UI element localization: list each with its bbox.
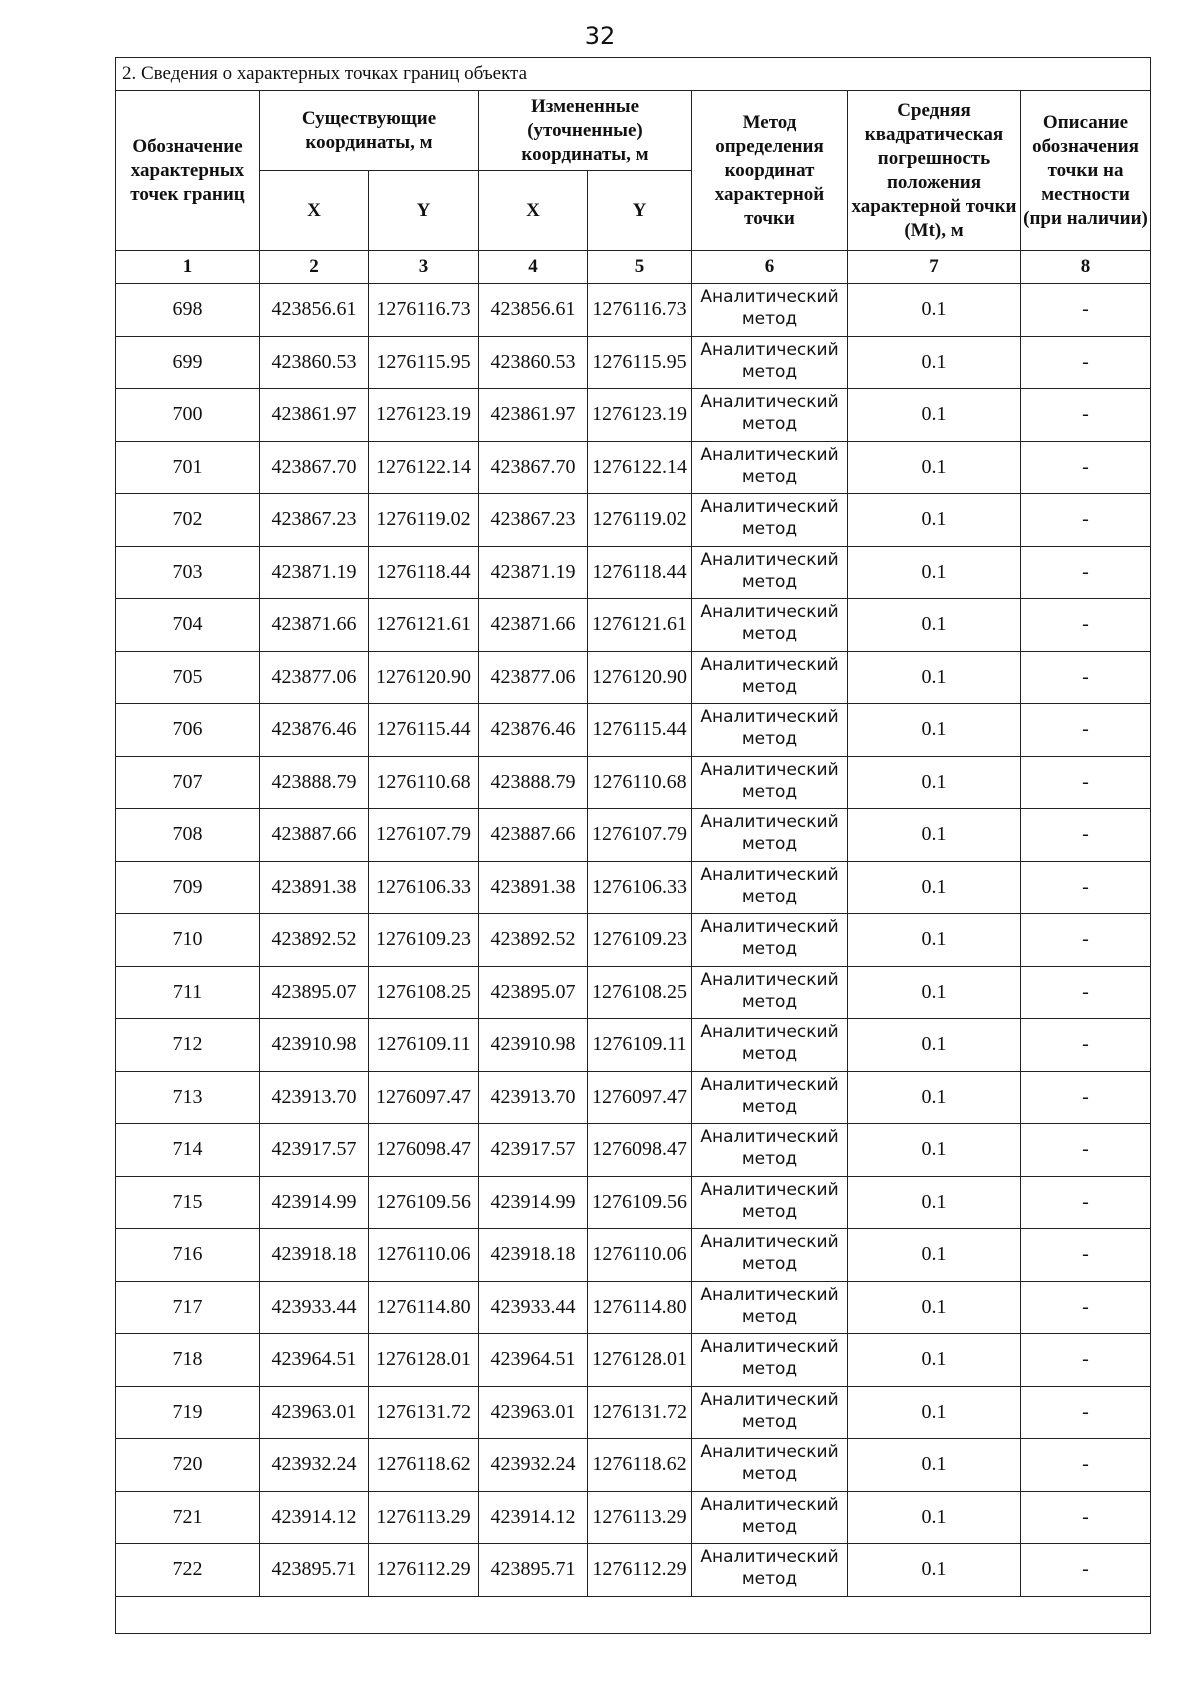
point-id-cell: 707	[116, 756, 260, 809]
description-cell: -	[1021, 1124, 1151, 1177]
method-cell: Аналитический метод	[692, 1439, 848, 1492]
boundary-points-table	[115, 57, 1151, 1634]
header-changed-coordinates: Измененные (уточненные) координаты, м	[479, 91, 692, 171]
existing-x-cell: 423867.23	[260, 494, 369, 547]
description-cell: -	[1021, 1176, 1151, 1229]
changed-y-cell: 1276131.72	[588, 1386, 692, 1439]
existing-x-cell: 423861.97	[260, 389, 369, 442]
table-row	[116, 1491, 1151, 1544]
table-row	[116, 1071, 1151, 1124]
point-id-cell: 714	[116, 1124, 260, 1177]
table-row	[116, 1124, 1151, 1177]
error-cell: 0.1	[848, 494, 1021, 547]
error-cell: 0.1	[848, 1386, 1021, 1439]
header-error: Средняя квадратическая погрешность положения характерной точки (Mt), м	[848, 91, 1021, 251]
existing-x-cell: 423910.98	[260, 1019, 369, 1072]
table-row	[116, 494, 1151, 547]
existing-y-cell: 1276110.68	[369, 756, 479, 809]
table-row	[116, 756, 1151, 809]
error-cell: 0.1	[848, 599, 1021, 652]
existing-y-cell: 1276122.14	[369, 441, 479, 494]
point-id-cell: 709	[116, 861, 260, 914]
table-row	[116, 861, 1151, 914]
table-row	[116, 284, 1151, 337]
existing-x-cell: 423891.38	[260, 861, 369, 914]
existing-y-cell: 1276123.19	[369, 389, 479, 442]
method-cell: Аналитический метод	[692, 1281, 848, 1334]
table-row	[116, 1281, 1151, 1334]
method-cell: Аналитический метод	[692, 1491, 848, 1544]
existing-y-cell: 1276120.90	[369, 651, 479, 704]
changed-x-cell: 423871.66	[479, 599, 588, 652]
description-cell: -	[1021, 1019, 1151, 1072]
existing-x-cell: 423917.57	[260, 1124, 369, 1177]
changed-y-cell: 1276109.23	[588, 914, 692, 967]
method-cell: Аналитический метод	[692, 1386, 848, 1439]
changed-y-cell: 1276108.25	[588, 966, 692, 1019]
description-cell: -	[1021, 1544, 1151, 1597]
description-cell: -	[1021, 441, 1151, 494]
method-cell: Аналитический метод	[692, 1019, 848, 1072]
existing-y-cell: 1276097.47	[369, 1071, 479, 1124]
point-id-cell: 712	[116, 1019, 260, 1072]
existing-y-cell: 1276114.80	[369, 1281, 479, 1334]
error-cell: 0.1	[848, 966, 1021, 1019]
changed-x-cell: 423895.71	[479, 1544, 588, 1597]
error-cell: 0.1	[848, 914, 1021, 967]
existing-x-cell: 423867.70	[260, 441, 369, 494]
description-cell: -	[1021, 809, 1151, 862]
description-cell: -	[1021, 756, 1151, 809]
description-cell: -	[1021, 1071, 1151, 1124]
description-cell: -	[1021, 1439, 1151, 1492]
method-cell: Аналитический метод	[692, 284, 848, 337]
point-id-cell: 720	[116, 1439, 260, 1492]
changed-x-cell: 423876.46	[479, 704, 588, 757]
method-cell: Аналитический метод	[692, 1124, 848, 1177]
changed-x-cell: 423871.19	[479, 546, 588, 599]
existing-x-cell: 423892.52	[260, 914, 369, 967]
changed-x-cell: 423964.51	[479, 1334, 588, 1387]
method-cell: Аналитический метод	[692, 966, 848, 1019]
point-id-cell: 713	[116, 1071, 260, 1124]
changed-y-cell: 1276118.44	[588, 546, 692, 599]
error-cell: 0.1	[848, 1071, 1021, 1124]
table-row	[116, 599, 1151, 652]
existing-x-cell: 423877.06	[260, 651, 369, 704]
changed-x-cell: 423914.99	[479, 1176, 588, 1229]
changed-y-cell: 1276110.68	[588, 756, 692, 809]
table-row	[116, 651, 1151, 704]
description-cell: -	[1021, 389, 1151, 442]
existing-y-cell: 1276128.01	[369, 1334, 479, 1387]
method-cell: Аналитический метод	[692, 756, 848, 809]
error-cell: 0.1	[848, 1334, 1021, 1387]
header-existing-coordinates: Существующие координаты, м	[260, 91, 479, 171]
point-id-cell: 700	[116, 389, 260, 442]
changed-y-cell: 1276128.01	[588, 1334, 692, 1387]
table-row	[116, 546, 1151, 599]
existing-x-cell: 423871.66	[260, 599, 369, 652]
existing-y-cell: 1276118.44	[369, 546, 479, 599]
header-existing-x: X	[260, 171, 369, 251]
description-cell: -	[1021, 336, 1151, 389]
changed-y-cell: 1276121.61	[588, 599, 692, 652]
method-cell: Аналитический метод	[692, 809, 848, 862]
existing-x-cell: 423871.19	[260, 546, 369, 599]
existing-y-cell: 1276109.23	[369, 914, 479, 967]
table-body	[116, 284, 1151, 1597]
table-row	[116, 1019, 1151, 1072]
error-cell: 0.1	[848, 336, 1021, 389]
changed-x-cell: 423932.24	[479, 1439, 588, 1492]
existing-x-cell: 423856.61	[260, 284, 369, 337]
existing-y-cell: 1276110.06	[369, 1229, 479, 1282]
error-cell: 0.1	[848, 1229, 1021, 1282]
header-description: Описание обозначения точки на местности (при наличии)	[1021, 91, 1151, 251]
point-id-cell: 718	[116, 1334, 260, 1387]
method-cell: Аналитический метод	[692, 336, 848, 389]
existing-y-cell: 1276115.44	[369, 704, 479, 757]
point-id-cell: 703	[116, 546, 260, 599]
page-number: 32	[584, 22, 616, 50]
changed-y-cell: 1276118.62	[588, 1439, 692, 1492]
error-cell: 0.1	[848, 861, 1021, 914]
existing-y-cell: 1276118.62	[369, 1439, 479, 1492]
changed-x-cell: 423892.52	[479, 914, 588, 967]
table-row	[116, 1334, 1151, 1387]
method-cell: Аналитический метод	[692, 861, 848, 914]
error-cell: 0.1	[848, 546, 1021, 599]
error-cell: 0.1	[848, 704, 1021, 757]
header-designation: Обозначение характерных точек границ	[116, 91, 260, 251]
table-row	[116, 441, 1151, 494]
point-id-cell: 711	[116, 966, 260, 1019]
column-number: 5	[588, 251, 692, 284]
existing-y-cell: 1276113.29	[369, 1491, 479, 1544]
header-changed-x: X	[479, 171, 588, 251]
changed-y-cell: 1276122.14	[588, 441, 692, 494]
method-cell: Аналитический метод	[692, 1229, 848, 1282]
point-id-cell: 721	[116, 1491, 260, 1544]
changed-y-cell: 1276114.80	[588, 1281, 692, 1334]
changed-x-cell: 423918.18	[479, 1229, 588, 1282]
point-id-cell: 719	[116, 1386, 260, 1439]
table-row	[116, 1439, 1151, 1492]
description-cell: -	[1021, 1334, 1151, 1387]
existing-x-cell: 423914.12	[260, 1491, 369, 1544]
changed-x-cell: 423914.12	[479, 1491, 588, 1544]
error-cell: 0.1	[848, 1176, 1021, 1229]
error-cell: 0.1	[848, 1019, 1021, 1072]
table-row	[116, 809, 1151, 862]
description-cell: -	[1021, 651, 1151, 704]
description-cell: -	[1021, 1281, 1151, 1334]
changed-x-cell: 423877.06	[479, 651, 588, 704]
method-cell: Аналитический метод	[692, 1334, 848, 1387]
existing-x-cell: 423876.46	[260, 704, 369, 757]
changed-y-cell: 1276097.47	[588, 1071, 692, 1124]
changed-y-cell: 1276107.79	[588, 809, 692, 862]
changed-y-cell: 1276109.11	[588, 1019, 692, 1072]
description-cell: -	[1021, 1386, 1151, 1439]
existing-x-cell: 423895.07	[260, 966, 369, 1019]
existing-x-cell: 423964.51	[260, 1334, 369, 1387]
method-cell: Аналитический метод	[692, 546, 848, 599]
table-row	[116, 966, 1151, 1019]
point-id-cell: 708	[116, 809, 260, 862]
existing-x-cell: 423888.79	[260, 756, 369, 809]
method-cell: Аналитический метод	[692, 914, 848, 967]
changed-y-cell: 1276109.56	[588, 1176, 692, 1229]
header-method: Метод определения координат характерной точки	[692, 91, 848, 251]
description-cell: -	[1021, 546, 1151, 599]
changed-x-cell: 423860.53	[479, 336, 588, 389]
existing-x-cell: 423887.66	[260, 809, 369, 862]
point-id-cell: 705	[116, 651, 260, 704]
table-row	[116, 336, 1151, 389]
existing-x-cell: 423918.18	[260, 1229, 369, 1282]
error-cell: 0.1	[848, 389, 1021, 442]
point-id-cell: 704	[116, 599, 260, 652]
existing-x-cell: 423963.01	[260, 1386, 369, 1439]
table-row	[116, 1229, 1151, 1282]
error-cell: 0.1	[848, 1281, 1021, 1334]
point-id-cell: 701	[116, 441, 260, 494]
description-cell: -	[1021, 284, 1151, 337]
existing-x-cell: 423860.53	[260, 336, 369, 389]
error-cell: 0.1	[848, 651, 1021, 704]
column-number: 3	[369, 251, 479, 284]
existing-y-cell: 1276115.95	[369, 336, 479, 389]
changed-y-cell: 1276116.73	[588, 284, 692, 337]
changed-x-cell: 423917.57	[479, 1124, 588, 1177]
changed-x-cell: 423867.23	[479, 494, 588, 547]
existing-y-cell: 1276131.72	[369, 1386, 479, 1439]
changed-x-cell: 423910.98	[479, 1019, 588, 1072]
changed-y-cell: 1276115.95	[588, 336, 692, 389]
point-id-cell: 717	[116, 1281, 260, 1334]
column-number: 4	[479, 251, 588, 284]
changed-y-cell: 1276119.02	[588, 494, 692, 547]
method-cell: Аналитический метод	[692, 441, 848, 494]
column-number: 8	[1021, 251, 1151, 284]
existing-y-cell: 1276119.02	[369, 494, 479, 547]
header-changed-y: Y	[588, 171, 692, 251]
empty-footer-row	[116, 1596, 1151, 1633]
changed-x-cell: 423887.66	[479, 809, 588, 862]
point-id-cell: 698	[116, 284, 260, 337]
error-cell: 0.1	[848, 1491, 1021, 1544]
existing-y-cell: 1276109.56	[369, 1176, 479, 1229]
description-cell: -	[1021, 914, 1151, 967]
changed-y-cell: 1276098.47	[588, 1124, 692, 1177]
column-number: 7	[848, 251, 1021, 284]
method-cell: Аналитический метод	[692, 1544, 848, 1597]
changed-x-cell: 423861.97	[479, 389, 588, 442]
existing-y-cell: 1276106.33	[369, 861, 479, 914]
changed-x-cell: 423856.61	[479, 284, 588, 337]
changed-x-cell: 423963.01	[479, 1386, 588, 1439]
changed-y-cell: 1276110.06	[588, 1229, 692, 1282]
point-id-cell: 716	[116, 1229, 260, 1282]
changed-y-cell: 1276106.33	[588, 861, 692, 914]
existing-y-cell: 1276121.61	[369, 599, 479, 652]
point-id-cell: 722	[116, 1544, 260, 1597]
changed-y-cell: 1276112.29	[588, 1544, 692, 1597]
table-row	[116, 914, 1151, 967]
table-row	[116, 1176, 1151, 1229]
description-cell: -	[1021, 1491, 1151, 1544]
changed-y-cell: 1276123.19	[588, 389, 692, 442]
changed-x-cell: 423895.07	[479, 966, 588, 1019]
changed-x-cell: 423891.38	[479, 861, 588, 914]
changed-y-cell: 1276115.44	[588, 704, 692, 757]
existing-y-cell: 1276116.73	[369, 284, 479, 337]
existing-y-cell: 1276098.47	[369, 1124, 479, 1177]
table-row	[116, 704, 1151, 757]
column-numbers-row	[116, 251, 1151, 284]
existing-x-cell: 423895.71	[260, 1544, 369, 1597]
changed-y-cell: 1276113.29	[588, 1491, 692, 1544]
table-row	[116, 1386, 1151, 1439]
changed-x-cell: 423913.70	[479, 1071, 588, 1124]
changed-y-cell: 1276120.90	[588, 651, 692, 704]
description-cell: -	[1021, 494, 1151, 547]
description-cell: -	[1021, 704, 1151, 757]
point-id-cell: 715	[116, 1176, 260, 1229]
section-title: 2. Сведения о характерных точках границ объекта	[116, 58, 1151, 91]
error-cell: 0.1	[848, 1544, 1021, 1597]
description-cell: -	[1021, 966, 1151, 1019]
method-cell: Аналитический метод	[692, 599, 848, 652]
existing-y-cell: 1276112.29	[369, 1544, 479, 1597]
description-cell: -	[1021, 861, 1151, 914]
error-cell: 0.1	[848, 284, 1021, 337]
error-cell: 0.1	[848, 809, 1021, 862]
existing-y-cell: 1276108.25	[369, 966, 479, 1019]
point-id-cell: 706	[116, 704, 260, 757]
point-id-cell: 710	[116, 914, 260, 967]
method-cell: Аналитический метод	[692, 704, 848, 757]
existing-y-cell: 1276107.79	[369, 809, 479, 862]
method-cell: Аналитический метод	[692, 389, 848, 442]
existing-y-cell: 1276109.11	[369, 1019, 479, 1072]
column-number: 6	[692, 251, 848, 284]
method-cell: Аналитический метод	[692, 1071, 848, 1124]
table-row	[116, 1544, 1151, 1597]
existing-x-cell: 423932.24	[260, 1439, 369, 1492]
description-cell: -	[1021, 1229, 1151, 1282]
existing-x-cell: 423933.44	[260, 1281, 369, 1334]
method-cell: Аналитический метод	[692, 1176, 848, 1229]
description-cell: -	[1021, 599, 1151, 652]
method-cell: Аналитический метод	[692, 651, 848, 704]
error-cell: 0.1	[848, 756, 1021, 809]
existing-x-cell: 423913.70	[260, 1071, 369, 1124]
column-number: 2	[260, 251, 369, 284]
changed-x-cell: 423933.44	[479, 1281, 588, 1334]
changed-x-cell: 423867.70	[479, 441, 588, 494]
error-cell: 0.1	[848, 441, 1021, 494]
column-number: 1	[116, 251, 260, 284]
error-cell: 0.1	[848, 1439, 1021, 1492]
point-id-cell: 699	[116, 336, 260, 389]
empty-footer-cell	[116, 1596, 1151, 1633]
existing-x-cell: 423914.99	[260, 1176, 369, 1229]
method-cell: Аналитический метод	[692, 494, 848, 547]
changed-x-cell: 423888.79	[479, 756, 588, 809]
point-id-cell: 702	[116, 494, 260, 547]
header-existing-y: Y	[369, 171, 479, 251]
table-row	[116, 389, 1151, 442]
error-cell: 0.1	[848, 1124, 1021, 1177]
